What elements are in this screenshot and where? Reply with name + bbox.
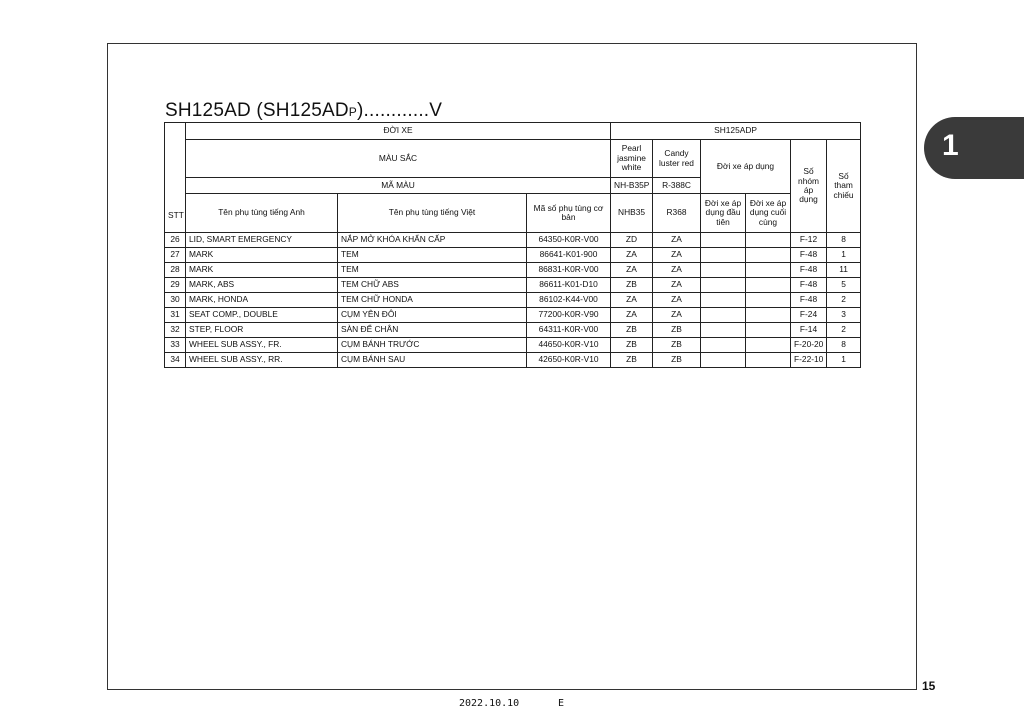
table-row — [165, 233, 861, 248]
stt-header-spacer — [165, 123, 186, 233]
row-stt: 26 — [165, 233, 186, 248]
row-name-en: MARK — [186, 248, 338, 263]
row-stt: 30 — [165, 293, 186, 308]
row-name-vi: NẮP MỞ KHÓA KHẨN CẤP — [338, 233, 527, 248]
color1-code: NH-B35P — [611, 178, 653, 194]
page-title: SH125AD (SH125ADP)............V — [165, 100, 443, 121]
row-group: F-12 — [791, 233, 827, 248]
row-name-vi: SÀN ĐỂ CHÂN — [338, 323, 527, 338]
row-color1-code: ZB — [611, 323, 653, 338]
row-stt: 28 — [165, 263, 186, 278]
row-part-number: 64311-K0R-V00 — [527, 323, 611, 338]
row-first-model — [701, 278, 746, 293]
row-last-model — [746, 323, 791, 338]
row-group: F-48 — [791, 293, 827, 308]
row-color2-code: ZA — [653, 308, 701, 323]
row-last-model — [746, 278, 791, 293]
row-first-model — [701, 263, 746, 278]
row-ref: 5 — [827, 278, 861, 293]
row-name-en: LID, SMART EMERGENCY — [186, 233, 338, 248]
row-stt: 29 — [165, 278, 186, 293]
row-name-en: MARK — [186, 263, 338, 278]
row-last-model — [746, 248, 791, 263]
applied-header: Đời xe áp dụng — [701, 140, 791, 194]
row-ref: 1 — [827, 353, 861, 368]
row-ref: 8 — [827, 233, 861, 248]
row-name-en: STEP, FLOOR — [186, 323, 338, 338]
table-row — [165, 248, 861, 263]
color2-short: R368 — [653, 194, 701, 233]
row-name-en: MARK, HONDA — [186, 293, 338, 308]
parts-table — [164, 122, 861, 368]
doi-xe-header: ĐỜI XE — [186, 123, 611, 140]
row-color2-code: ZA — [653, 278, 701, 293]
row-part-number: 44650-K0R-V10 — [527, 338, 611, 353]
row-first-model — [701, 323, 746, 338]
row-first-model — [701, 248, 746, 263]
first-model-header: Đời xe áp dụng đầu tiên — [701, 194, 746, 233]
row-color2-code: ZB — [653, 338, 701, 353]
row-name-vi: TEM — [338, 263, 527, 278]
row-first-model — [701, 293, 746, 308]
group-header: Số nhóm áp dụng — [791, 140, 827, 233]
col-en-header: Tên phụ tùng tiếng Anh — [186, 194, 338, 233]
row-last-model — [746, 233, 791, 248]
row-stt: 32 — [165, 323, 186, 338]
table-row — [165, 353, 861, 368]
row-ref: 2 — [827, 323, 861, 338]
row-part-number: 64350-K0R-V00 — [527, 233, 611, 248]
row-ref: 2 — [827, 293, 861, 308]
row-color1-code: ZA — [611, 263, 653, 278]
row-color2-code: ZB — [653, 353, 701, 368]
ma-mau-header: MÃ MÀU — [186, 178, 611, 194]
row-first-model — [701, 233, 746, 248]
row-stt: 33 — [165, 338, 186, 353]
row-group: F-48 — [791, 248, 827, 263]
row-color1-code: ZA — [611, 308, 653, 323]
row-color1-code: ZA — [611, 248, 653, 263]
table-row — [165, 308, 861, 323]
row-name-vi: TEM CHỮ HONDA — [338, 293, 527, 308]
row-part-number: 86102-K44-V00 — [527, 293, 611, 308]
row-name-en: WHEEL SUB ASSY., RR. — [186, 353, 338, 368]
row-last-model — [746, 308, 791, 323]
row-part-number: 77200-K0R-V90 — [527, 308, 611, 323]
row-group: F-48 — [791, 278, 827, 293]
table-row — [165, 263, 861, 278]
row-part-number: 86641-K01-900 — [527, 248, 611, 263]
row-name-en: SEAT COMP., DOUBLE — [186, 308, 338, 323]
row-first-model — [701, 338, 746, 353]
row-last-model — [746, 263, 791, 278]
color2-code: R-388C — [653, 178, 701, 194]
row-last-model — [746, 353, 791, 368]
stt-header: STT — [168, 209, 184, 220]
row-group: F-22-10 — [791, 353, 827, 368]
row-name-en: MARK, ABS — [186, 278, 338, 293]
row-color1-code: ZA — [611, 293, 653, 308]
row-last-model — [746, 338, 791, 353]
row-group: F-20-20 — [791, 338, 827, 353]
page-number: 15 — [922, 679, 936, 693]
footer-date: 2022.10.10 — [459, 698, 520, 709]
row-name-vi: CỤM BÁNH TRƯỚC — [338, 338, 527, 353]
row-stt: 34 — [165, 353, 186, 368]
ref-header: Số tham chiếu — [827, 140, 861, 233]
row-color2-code: ZA — [653, 233, 701, 248]
row-ref: 8 — [827, 338, 861, 353]
row-group: F-14 — [791, 323, 827, 338]
row-name-en: WHEEL SUB ASSY., FR. — [186, 338, 338, 353]
color1-name: Pearl jasmine white — [611, 140, 653, 178]
row-color1-code: ZB — [611, 353, 653, 368]
row-color2-code: ZA — [653, 263, 701, 278]
col-part-header: Mã số phụ tùng cơ bản — [527, 194, 611, 233]
row-ref: 1 — [827, 248, 861, 263]
row-ref: 3 — [827, 308, 861, 323]
table-row — [165, 338, 861, 353]
row-color1-code: ZD — [611, 233, 653, 248]
row-part-number: 86831-K0R-V00 — [527, 263, 611, 278]
row-color2-code: ZA — [653, 293, 701, 308]
row-color2-code: ZA — [653, 248, 701, 263]
row-first-model — [701, 308, 746, 323]
row-first-model — [701, 353, 746, 368]
row-name-vi: CỤM YÊN ĐÔI — [338, 308, 527, 323]
section-tab-label: 1 — [942, 129, 959, 162]
color1-short: NHB35 — [611, 194, 653, 233]
model-header: SH125ADP — [611, 123, 861, 140]
color2-name: Candy luster red — [653, 140, 701, 178]
row-group: F-24 — [791, 308, 827, 323]
table-row — [165, 278, 861, 293]
row-stt: 27 — [165, 248, 186, 263]
row-ref: 11 — [827, 263, 861, 278]
row-color1-code: ZB — [611, 338, 653, 353]
col-vi-header: Tên phụ tùng tiếng Việt — [338, 194, 527, 233]
footer-code: E — [558, 698, 565, 709]
section-tab — [924, 117, 1024, 179]
mau-sac-header: MÀU SẮC — [186, 140, 611, 178]
last-model-header: Đời xe áp dụng cuối cùng — [746, 194, 791, 233]
row-color2-code: ZB — [653, 323, 701, 338]
table-row — [165, 323, 861, 338]
row-name-vi: CỤM BÁNH SAU — [338, 353, 527, 368]
row-part-number: 42650-K0R-V10 — [527, 353, 611, 368]
row-color1-code: ZB — [611, 278, 653, 293]
row-name-vi: TEM — [338, 248, 527, 263]
row-part-number: 86611-K01-D10 — [527, 278, 611, 293]
row-stt: 31 — [165, 308, 186, 323]
table-row — [165, 293, 861, 308]
row-group: F-48 — [791, 263, 827, 278]
row-name-vi: TEM CHỮ ABS — [338, 278, 527, 293]
row-last-model — [746, 293, 791, 308]
